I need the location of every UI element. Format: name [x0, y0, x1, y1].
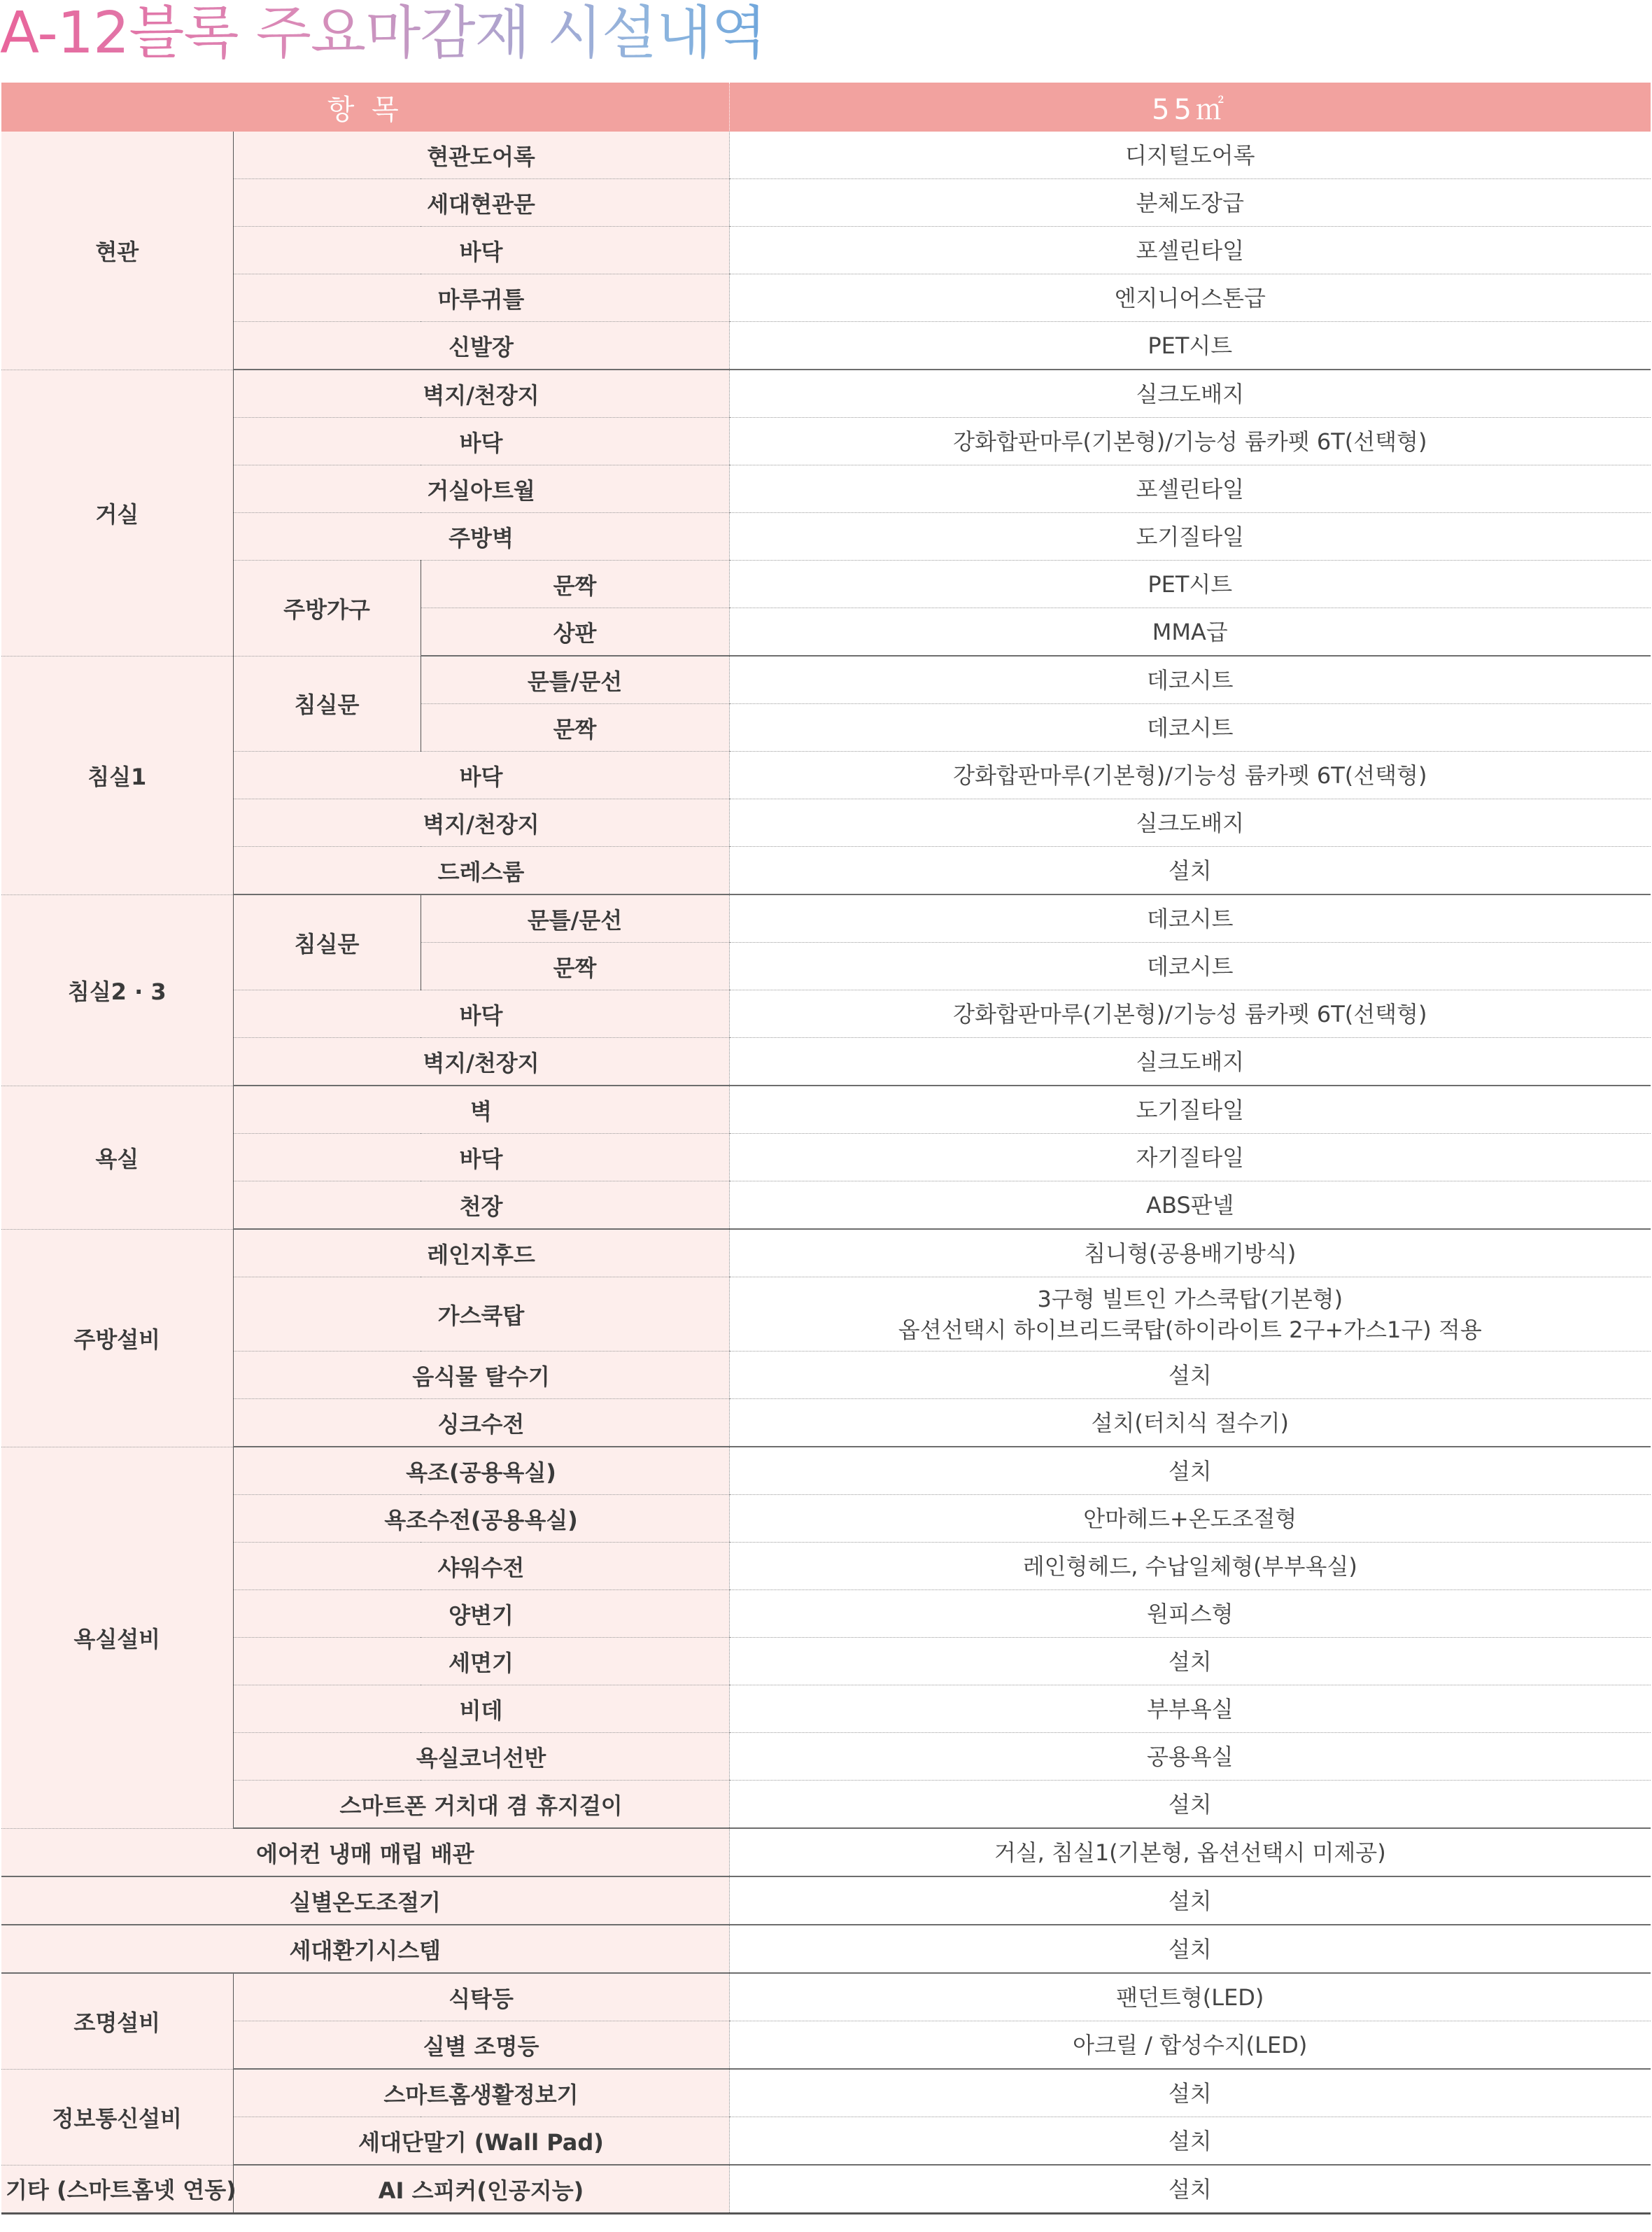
table-row — [1, 1086, 1651, 1134]
item-cell: 천장 — [233, 1181, 729, 1230]
table-row — [1, 2021, 1651, 2070]
category-cell: 욕실설비 — [1, 1447, 233, 1828]
item-cell: 상판 — [421, 608, 729, 657]
table-row — [1, 799, 1651, 847]
item-cell: 문짝 — [421, 704, 729, 752]
value-cell: 설치 — [729, 847, 1651, 895]
value-cell: 설치 — [729, 2069, 1651, 2117]
value-cell: 설치 — [729, 1352, 1651, 1399]
item-cell: 세대현관문 — [233, 179, 729, 227]
item-cell: 바닥 — [233, 418, 729, 465]
value-cell: 거실, 침실1(기본형, 옵션선택시 미제공) — [729, 1828, 1651, 1876]
category-cell: 조명설비 — [1, 1973, 233, 2069]
value-cell: 데코시트 — [729, 656, 1651, 704]
item-cell: 세면기 — [233, 1638, 729, 1685]
table-row — [1, 1828, 1651, 1876]
value-cell: 포셀린타일 — [729, 465, 1651, 513]
value-cell: MMA급 — [729, 608, 1651, 657]
value-cell: 실크도배지 — [729, 799, 1651, 847]
value-cell: 설치 — [729, 2165, 1651, 2214]
value-cell: 실크도배지 — [729, 1038, 1651, 1086]
value-cell: 설치 — [729, 1638, 1651, 1685]
item-cell: 문틀/문선 — [421, 894, 729, 943]
page-title: A-12블록 주요마감재 시설내역 — [0, 0, 766, 77]
table-row — [1, 894, 1651, 943]
table-row — [1, 1543, 1651, 1590]
category-cell: 기타 (스마트홈넷 연동) — [1, 2165, 233, 2214]
table-body — [1, 132, 1651, 2214]
item-cell: 바닥 — [233, 1134, 729, 1181]
value-cell: 도기질타일 — [729, 513, 1651, 561]
table-row — [1, 1733, 1651, 1781]
value-cell: 안마헤드+온도조절형 — [729, 1495, 1651, 1543]
value-cell: PET시트 — [729, 561, 1651, 608]
value-cell: PET시트 — [729, 322, 1651, 370]
value-cell: 설치 — [729, 1781, 1651, 1829]
subcategory-cell: 주방가구 — [233, 561, 421, 657]
item-cell: 벽지/천장지 — [233, 799, 729, 847]
value-cell: 강화합판마루(기본형)/기능성 륨카펫 6T(선택형) — [729, 990, 1651, 1038]
item-cell: 주방벽 — [233, 513, 729, 561]
value-cell: 실크도배지 — [729, 370, 1651, 418]
value-cell: 강화합판마루(기본형)/기능성 륨카펫 6T(선택형) — [729, 418, 1651, 465]
category-cell: 침실1 — [1, 656, 233, 894]
item-cell: 식탁등 — [233, 1973, 729, 2021]
item-cell: 마루귀틀 — [233, 274, 729, 322]
table-row — [1, 179, 1651, 227]
table-row — [1, 1973, 1651, 2021]
value-cell: 데코시트 — [729, 894, 1651, 943]
table-row — [1, 132, 1651, 179]
table-row — [1, 1495, 1651, 1543]
finishing-spec-table — [1, 83, 1651, 2215]
table-row — [1, 1685, 1651, 1733]
subcategory-cell: 침실문 — [233, 894, 421, 990]
item-cell: 벽지/천장지 — [233, 1038, 729, 1086]
table-row — [1, 1229, 1651, 1277]
value-cell: 침니형(공용배기방식) — [729, 1229, 1651, 1277]
item-cell: 문짝 — [421, 561, 729, 608]
table-row — [1, 1277, 1651, 1352]
category-cell: 정보통신설비 — [1, 2069, 233, 2165]
value-cell: 디지털도어록 — [729, 132, 1651, 179]
item-cell: 욕조수전(공용욕실) — [233, 1495, 729, 1543]
value-cell: 설치(터치식 절수기) — [729, 1399, 1651, 1447]
category-cell: 주방설비 — [1, 1229, 233, 1447]
item-cell: 세대단말기 (Wall Pad) — [233, 2117, 729, 2166]
table-header-row — [1, 83, 1651, 132]
value-cell: 포셀린타일 — [729, 227, 1651, 274]
value-cell: 설치 — [729, 2117, 1651, 2166]
table-row — [1, 465, 1651, 513]
item-cell: 문짝 — [421, 943, 729, 990]
table-row — [1, 1038, 1651, 1086]
table-row — [1, 274, 1651, 322]
item-cell: 거실아트월 — [233, 465, 729, 513]
item-cell: 욕실코너선반 — [233, 1733, 729, 1781]
item-cell: 비데 — [233, 1685, 729, 1733]
table-row — [1, 990, 1651, 1038]
value-cell: 설치 — [729, 1925, 1651, 1973]
category-cell: 욕실 — [1, 1086, 233, 1229]
category-cell: 현관 — [1, 132, 233, 370]
category-cell: 거실 — [1, 370, 233, 656]
value-cell: 설치 — [729, 1447, 1651, 1495]
table-row — [1, 656, 1651, 704]
value-cell: 분체도장급 — [729, 179, 1651, 227]
value-cell: 데코시트 — [729, 704, 1651, 752]
value-cell: 설치 — [729, 1876, 1651, 1925]
table-row — [1, 1876, 1651, 1925]
item-cell: 에어컨 냉매 매립 배관 — [1, 1828, 729, 1876]
value-cell: 레인형헤드, 수납일체형(부부욕실) — [729, 1543, 1651, 1590]
value-cell: 공용욕실 — [729, 1733, 1651, 1781]
table-row — [1, 513, 1651, 561]
item-cell: 실별 조명등 — [233, 2021, 729, 2070]
table-row — [1, 1638, 1651, 1685]
table-row — [1, 1181, 1651, 1230]
table-row — [1, 1447, 1651, 1495]
item-cell: 스마트폰 거치대 겸 휴지걸이 — [233, 1781, 729, 1829]
table-row — [1, 2069, 1651, 2117]
value-cell: 도기질타일 — [729, 1086, 1651, 1134]
item-cell: 현관도어록 — [233, 132, 729, 179]
table-row — [1, 2165, 1651, 2214]
value-cell: 팬던트형(LED) — [729, 1973, 1651, 2021]
table-row — [1, 847, 1651, 895]
table-row — [1, 227, 1651, 274]
table-row — [1, 1399, 1651, 1447]
value-cell: 데코시트 — [729, 943, 1651, 990]
table-row — [1, 370, 1651, 418]
value-cell: 강화합판마루(기본형)/기능성 륨카펫 6T(선택형) — [729, 752, 1651, 799]
table-row — [1, 1781, 1651, 1829]
value-cell: 아크릴 / 합성수지(LED) — [729, 2021, 1651, 2070]
item-cell: 샤워수전 — [233, 1543, 729, 1590]
table-row — [1, 322, 1651, 370]
table-row — [1, 1590, 1651, 1638]
item-cell: 벽 — [233, 1086, 729, 1134]
value-cell: 엔지니어스톤급 — [729, 274, 1651, 322]
item-cell: 음식물 탈수기 — [233, 1352, 729, 1399]
subcategory-cell: 침실문 — [233, 656, 421, 752]
item-cell: 세대환기시스템 — [1, 1925, 729, 1973]
item-cell: 바닥 — [233, 990, 729, 1038]
item-cell: AI 스피커(인공지능) — [233, 2165, 729, 2214]
item-cell: 문틀/문선 — [421, 656, 729, 704]
category-cell: 침실2 · 3 — [1, 894, 233, 1086]
table-row — [1, 1134, 1651, 1181]
item-cell: 벽지/천장지 — [233, 370, 729, 418]
value-cell: 부부욕실 — [729, 1685, 1651, 1733]
value-cell: 3구형 빌트인 가스쿡탑(기본형) 옵션선택시 하이브리드쿡탑(하이라이트 2구+가스1구) 적용 — [729, 1277, 1651, 1352]
table-row — [1, 752, 1651, 799]
table-row — [1, 561, 1651, 608]
item-cell: 드레스룸 — [233, 847, 729, 895]
item-cell: 싱크수전 — [233, 1399, 729, 1447]
value-cell: ABS판넬 — [729, 1181, 1651, 1230]
header-item: 항 목 — [1, 83, 729, 132]
item-cell: 레인지후드 — [233, 1229, 729, 1277]
header-size: 55㎡ — [729, 83, 1651, 132]
table-row — [1, 418, 1651, 465]
table-row — [1, 1925, 1651, 1973]
item-cell: 스마트홈생활정보기 — [233, 2069, 729, 2117]
item-cell: 신발장 — [233, 322, 729, 370]
item-cell: 욕조(공용욕실) — [233, 1447, 729, 1495]
item-cell: 실별온도조절기 — [1, 1876, 729, 1925]
value-cell: 원피스형 — [729, 1590, 1651, 1638]
value-cell: 자기질타일 — [729, 1134, 1651, 1181]
item-cell: 양변기 — [233, 1590, 729, 1638]
item-cell: 가스쿡탑 — [233, 1277, 729, 1352]
table-row — [1, 1352, 1651, 1399]
table-row — [1, 2117, 1651, 2166]
item-cell: 바닥 — [233, 752, 729, 799]
item-cell: 바닥 — [233, 227, 729, 274]
